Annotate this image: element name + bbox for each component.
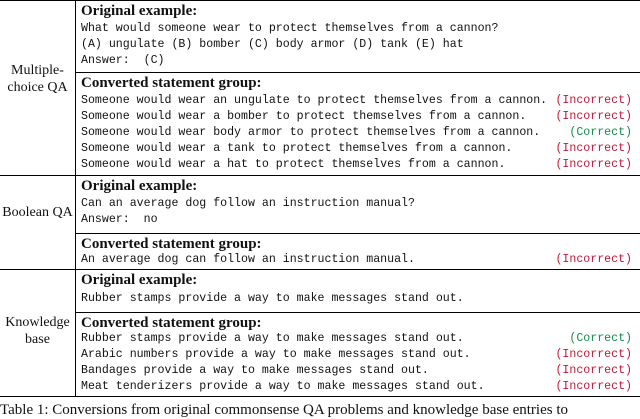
statement-label: (Incorrect) [555, 110, 632, 123]
converted-heading: Converted statement group: [81, 75, 262, 91]
statement-label: (Correct) [569, 332, 632, 345]
statement-label: (Incorrect) [555, 142, 632, 155]
statement-label: (Incorrect) [555, 380, 632, 393]
converted-heading: Converted statement group: [81, 315, 262, 331]
category-label: Knowledge base [5, 315, 70, 347]
subrow-rule [75, 72, 640, 73]
statement-text: Arabic numbers provide a way to make messages stand out. [81, 348, 471, 361]
original-heading: Original example: [81, 178, 198, 194]
subrow-rule [75, 233, 640, 234]
original-line: Can an average dog follow an instruction manual? [81, 197, 415, 210]
statement-text: Rubber stamps provide a way to make messages stand out. [81, 332, 464, 345]
subrow-rule [75, 312, 640, 313]
statement-text: Someone would wear a hat to protect themselves from a cannon. [81, 158, 506, 171]
table-bottom-rule [0, 396, 640, 397]
statement-label: (Incorrect) [555, 364, 632, 377]
statement-text: Someone would wear body armor to protect themselves from a cannon. [81, 126, 541, 139]
statement-text: An average dog can follow an instruction manual. [81, 253, 415, 266]
table-top-rule [0, 0, 640, 1]
original-line: Rubber stamps provide a way to make messages stand out. [81, 292, 464, 305]
original-line: What would someone wear to protect themselves from a cannon? [81, 22, 499, 35]
category-label: Boolean QA [2, 205, 73, 220]
statement-label: (Incorrect) [555, 158, 632, 171]
original-heading: Original example: [81, 272, 198, 288]
section-rule [0, 175, 640, 176]
statement-label: (Incorrect) [555, 94, 632, 107]
statement-text: Bandages provide a way to make messages stand out. [81, 364, 429, 377]
statement-label: (Correct) [569, 126, 632, 139]
statement-label: (Incorrect) [555, 348, 632, 361]
column-divider [75, 0, 76, 396]
section-rule [0, 269, 640, 270]
statement-text: Someone would wear a bomber to protect themselves from a cannon. [81, 110, 527, 123]
original-line: Answer: no [81, 213, 158, 226]
original-line: (A) ungulate (B) bomber (C) body armor (D) tank (E) hat [81, 38, 464, 51]
statement-label: (Incorrect) [555, 253, 632, 266]
table-caption: Table 1: Conversions from original commonsense QA problems and knowledge base entries to [0, 402, 569, 418]
statement-text: Someone would wear a tank to protect themselves from a cannon. [81, 142, 513, 155]
statement-text: Meat tenderizers provide a way to make messages stand out. [81, 380, 485, 393]
original-line: Answer: (C) [81, 54, 165, 67]
converted-heading: Converted statement group: [81, 236, 262, 252]
category-label: Multiple-choice QA [7, 63, 68, 95]
statement-text: Someone would wear an ungulate to protect themselves from a cannon. [81, 94, 548, 107]
original-heading: Original example: [81, 3, 198, 19]
